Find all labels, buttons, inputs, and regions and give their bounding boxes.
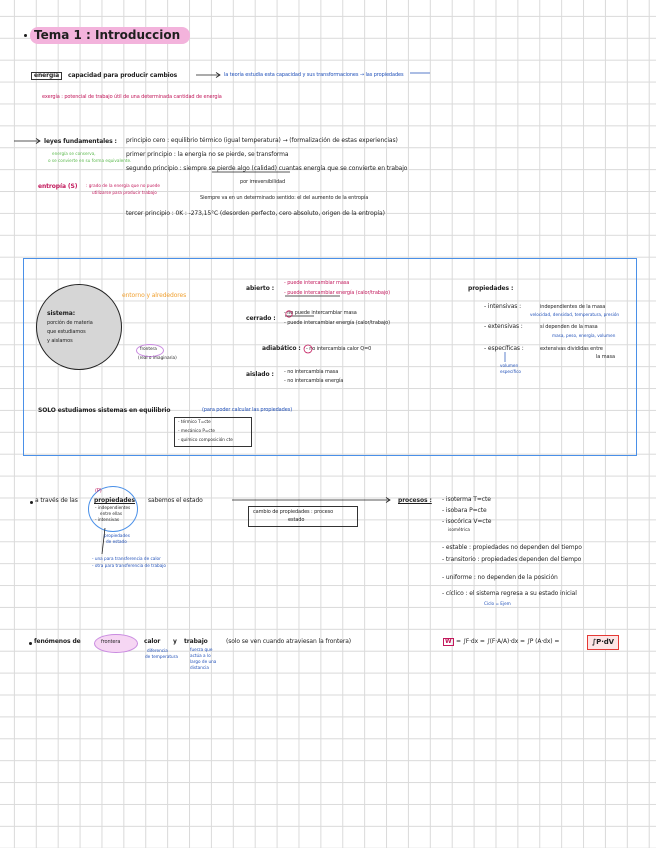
blue-note: - una para transferencia de calor [92, 556, 161, 561]
segundo-principio: segundo principio : siempre se pierde algo (calidad) cuantas energía que se convierte en trabajo [126, 165, 408, 172]
extensivas-def: sí dependen de la masa [540, 324, 598, 330]
propiedades-word: propiedades [94, 497, 135, 504]
aislado-label: aislado : [246, 371, 274, 378]
trabajo-note-4: distancia [190, 665, 209, 670]
sistema-title: sistema: [47, 310, 76, 317]
segundo-principio-line3: Siempre va en un determinado sentido: el del aumento de la entropía [200, 195, 369, 201]
cambio-text-2: estado [288, 517, 305, 523]
p-item: - independientes [95, 505, 131, 510]
entropia-def-line1: : grado de la energía que no puede [86, 183, 160, 188]
frontera-label: frontera [140, 346, 157, 351]
energia-consequence: la teoría estudia esta capacidad y sus transformaciones → las propiedades [224, 72, 404, 78]
extensivas-label: - extensivas : [484, 323, 523, 330]
estable: - estable : propiedades no dependen del tiempo [442, 544, 582, 551]
tercer-principio: tercer principio : 0K : -273,15°C (desorden perfecto, cero absoluto, origen de la entropía) [126, 210, 385, 217]
sistema-line1: porción de materia [47, 320, 93, 326]
procesos-label: procesos : [398, 497, 432, 504]
equilibrio-type: - mecánico P=cte [178, 428, 215, 433]
bullet-dot [29, 642, 32, 645]
especificas-example2: específico [500, 369, 521, 374]
adiabatico-text: - no intercambia calor Q=0 [306, 346, 372, 352]
entorno-label: entorno y alrededores [122, 292, 187, 299]
page-title: Tema 1 : Introduccion [30, 27, 190, 44]
estado-note-line1: propiedades [104, 533, 130, 538]
cambio-text: cambio de propiedades : proceso [253, 509, 334, 515]
abierto-label: abierto : [246, 285, 275, 292]
aislado-item1: - no intercambia masa [284, 369, 339, 375]
formula-w: W [445, 638, 452, 645]
extensivas-examples: masa, peso, energía, volumen [552, 333, 616, 338]
cerrado-label: cerrado : [246, 315, 276, 322]
p-item: - intensivas [95, 517, 120, 522]
especificas-def2: la masa [596, 354, 615, 360]
work-formula-result: ∫P·dV [587, 635, 619, 650]
estado-note-line2: de estado [106, 539, 127, 544]
energia-label: energía [31, 72, 62, 80]
aislado-item2: - no intercambia energía [284, 378, 344, 384]
energia-definition: capacidad para producir cambios [68, 72, 178, 79]
calor-note-1: diferencia [147, 648, 168, 653]
ciclico-note: Ciclo = Ejem [484, 601, 511, 606]
cerrado-item2: - puede intercambiar energía (calor/trabajo) [284, 320, 390, 326]
p-item: entre ellas [100, 511, 123, 516]
isoterma: - isoterma T=cte [442, 496, 491, 503]
segundo-principio-line2: por irreversibilidad [240, 179, 286, 185]
sistema-line2: que estudiamos [47, 329, 86, 335]
calor-note-2: de temperatura [145, 654, 178, 659]
intensivas-def: independientes de la masa [540, 304, 606, 310]
procesos-intro-2: sabemos el estado [148, 497, 203, 504]
calor-word: calor [144, 638, 161, 645]
principio-cero: principio cero : equilibrio térmico (igual temperatura) → (formalización de estas experiencias) [126, 137, 398, 144]
propiedades-title: propiedades : [468, 285, 514, 292]
procesos-intro: a través de las [35, 497, 78, 504]
equilibrio-type: - químico composición cte [178, 437, 233, 442]
sistema-line3: y aislamos [47, 338, 73, 344]
ciclico: - cíclico : el sistema regresa a su estado inicial [442, 590, 577, 597]
transitorio: - transitorio : propiedades dependen del tiempo [442, 556, 582, 563]
exergia-definition: exergía : potencial de trabajo útil de una determinada cantidad de energía [42, 94, 222, 100]
bullet-dot [24, 34, 27, 37]
equilibrio-text: SOLO estudiamos sistemas en equilibrio [38, 407, 171, 414]
green-note-line2: o se convierte en su forma equivalente. [48, 158, 132, 163]
cerrado-item1: - no puede intercambiar masa [284, 310, 357, 316]
especificas-def: extensivas divididas entre [540, 346, 603, 352]
p-label: (P) [95, 488, 102, 494]
abierto-item2: - puede intercambiar energía (calor/trabajo) [284, 290, 390, 296]
primer-principio: primer principio : la energía no se pierde, se transforma [126, 151, 289, 158]
bullet-dot [30, 501, 33, 504]
sistemas-frame [23, 258, 637, 456]
fenomenos-label: fenómenos de [34, 638, 81, 645]
abierto-item1: - puede intercambiar masa [284, 280, 350, 286]
trabajo-word: trabajo [184, 638, 208, 645]
green-note-line1: energía se conserva, [52, 151, 96, 156]
isocora: - isocórica V=cte [442, 518, 492, 525]
y-word: y [173, 638, 177, 645]
intensivas-label: - intensivas : [484, 303, 522, 310]
especificas-label: - específicas : [484, 345, 524, 352]
work-formula: = ∫F·dx = ∫(F·A/A)·dx = ∫P (A·dx) = [456, 638, 560, 645]
especificas-example1: volumen [500, 363, 519, 368]
adiabatico-label: adiabático : [262, 345, 301, 352]
leyes-label: leyes fundamentales : [44, 138, 117, 145]
frontera-word: frontera [101, 639, 121, 645]
isobara: - isobara P=cte [442, 507, 487, 514]
trabajo-note-2: actúa a lo [190, 653, 211, 658]
blue-note: - otra para transferencia de trabajo [92, 563, 166, 568]
entropia-def-line2: utilizarse para producir trabajo [92, 190, 157, 195]
uniforme: - uniforme : no dependen de la posición [442, 574, 558, 581]
intensivas-examples: velocidad, densidad, temperatura, presión [530, 312, 620, 317]
sistema-circle [36, 284, 122, 370]
trabajo-note-3: largo de una [190, 659, 217, 664]
equilibrio-note: (para poder calcular las propiedades) [202, 407, 293, 413]
equilibrio-type: - térmico T=cte [178, 419, 211, 424]
entropia-label: entropía (S) [38, 183, 78, 190]
trabajo-note-1: fuerza que [190, 647, 213, 652]
frontera-note: (real o imaginaria) [138, 355, 177, 360]
isocora-alt: isométrica [448, 527, 470, 532]
fenomenos-note: (solo se ven cuando atraviesan la frontera) [226, 638, 352, 645]
